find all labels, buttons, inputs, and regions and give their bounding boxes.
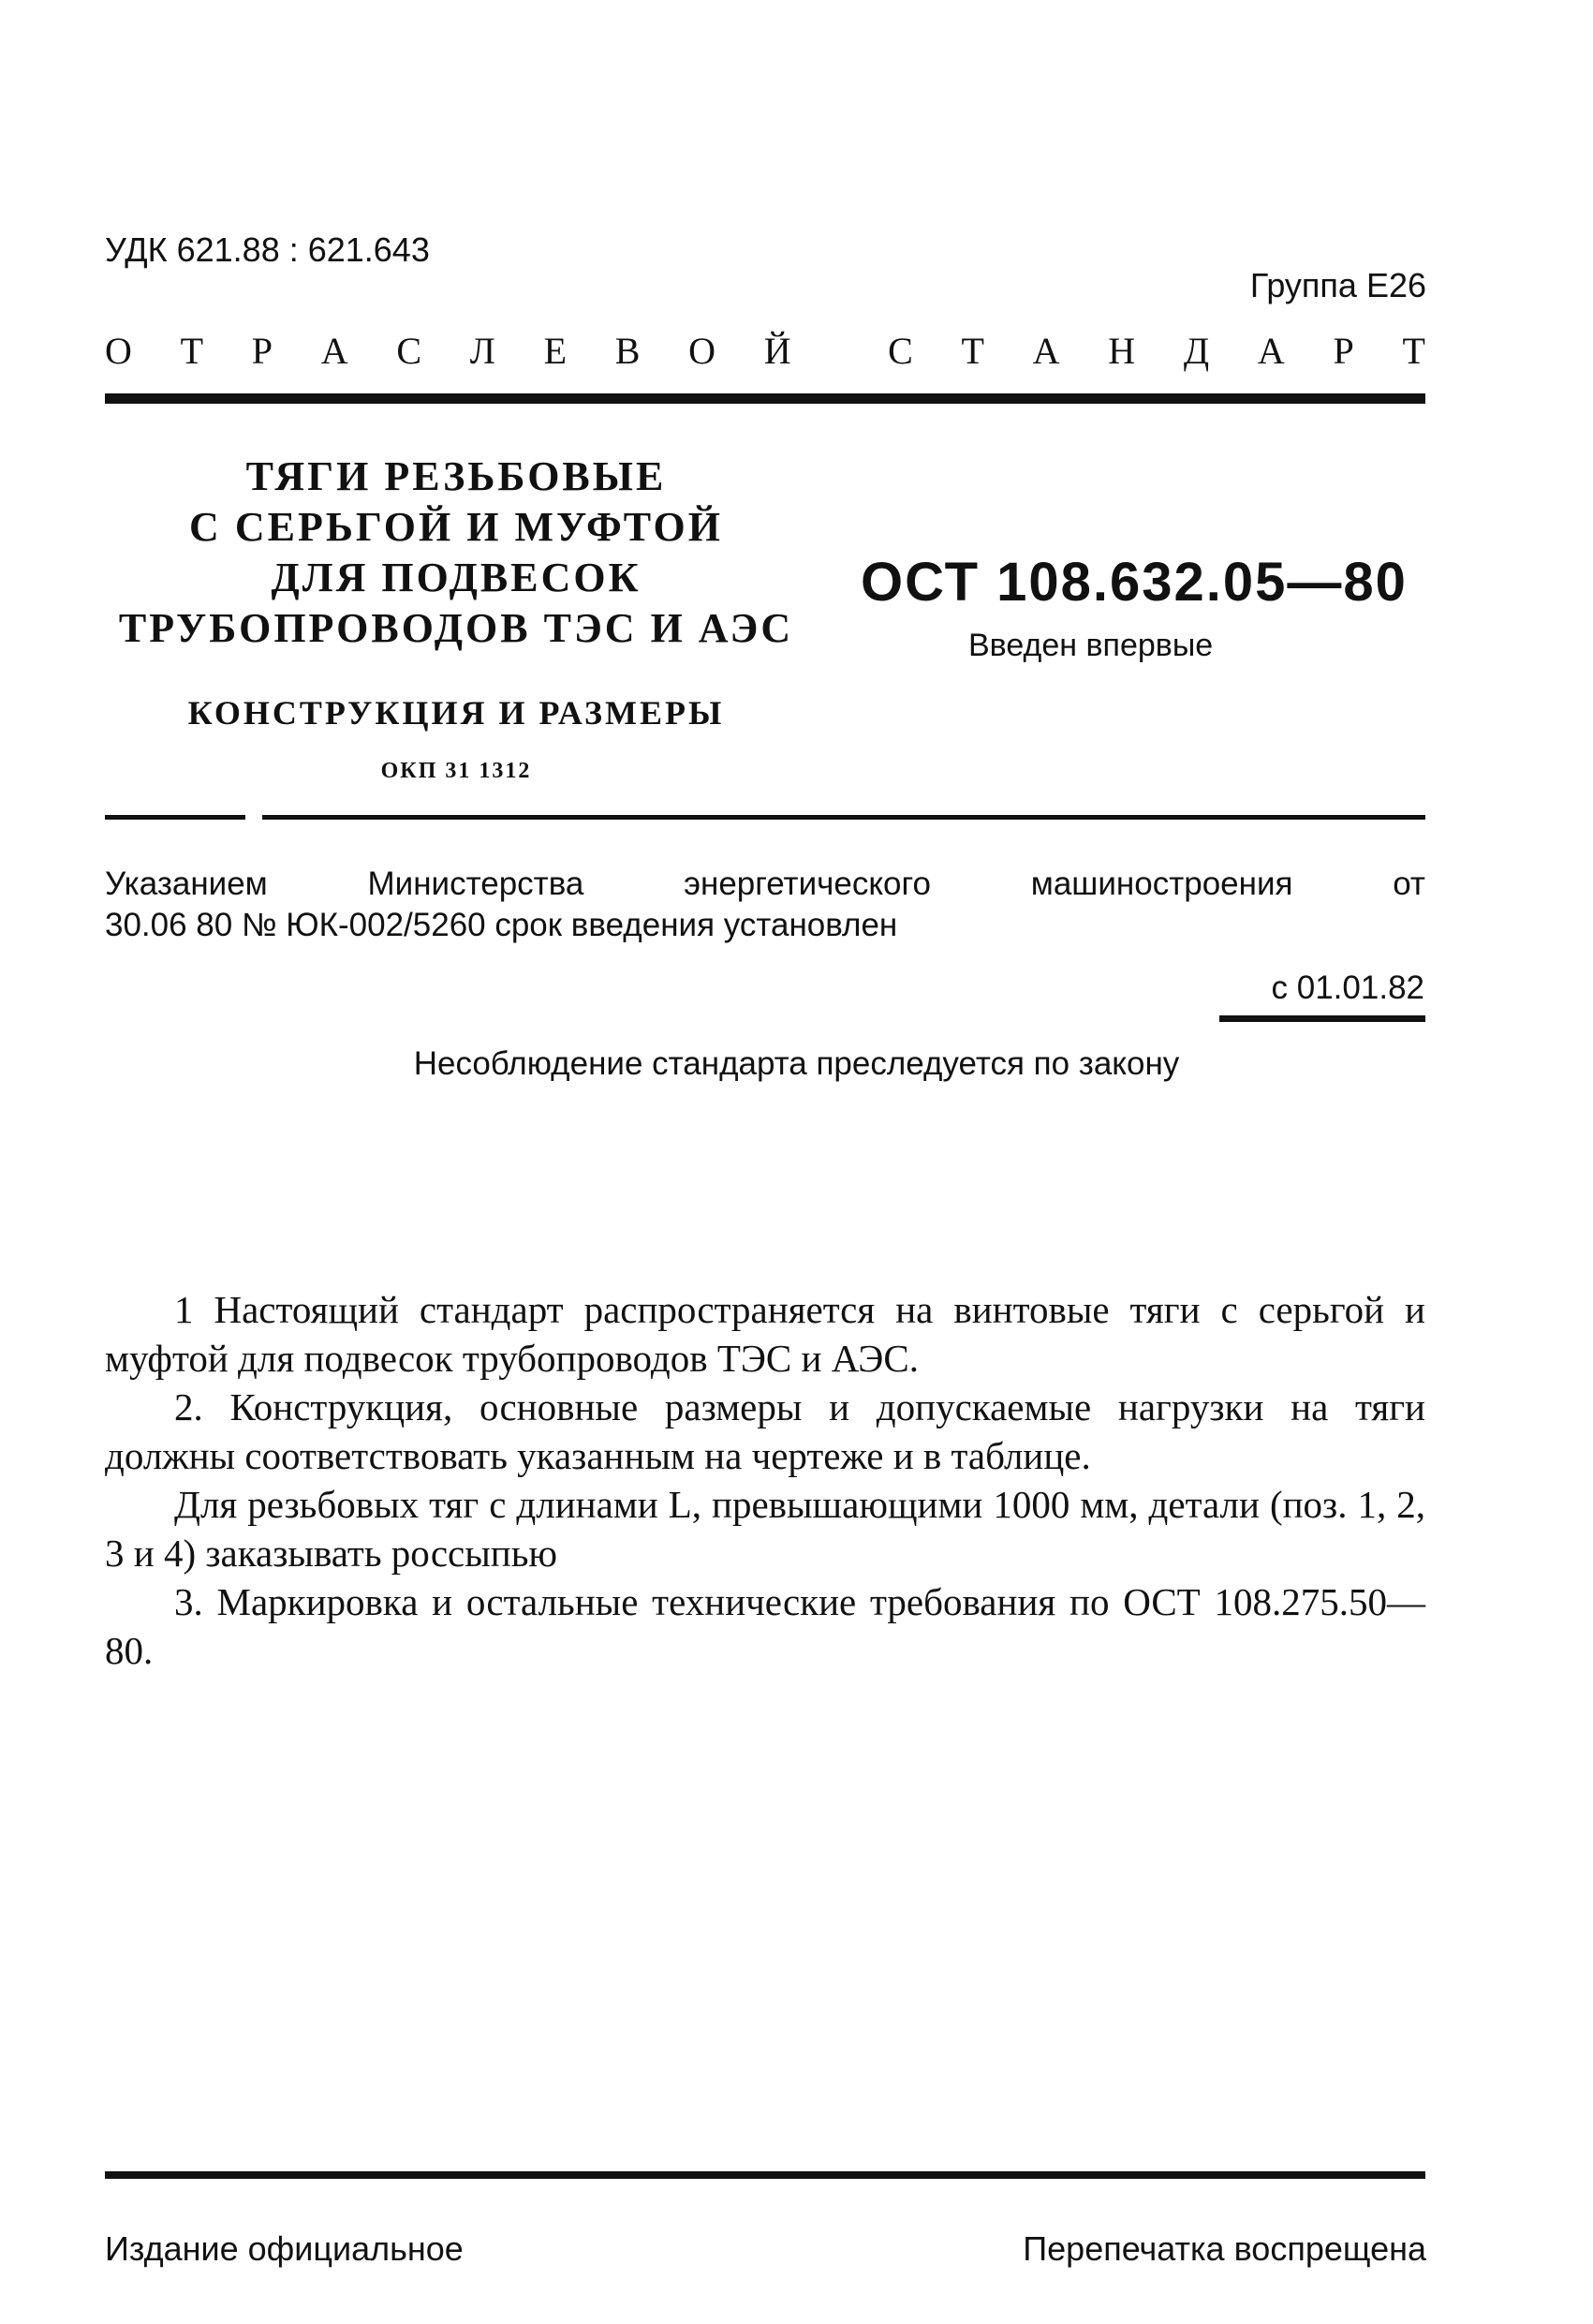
header-rule — [105, 393, 1425, 404]
title-line-2: С СЕРЬГОЙ И МУФТОЙ — [189, 504, 723, 550]
okp-code: ОКП 31 1312 — [380, 759, 532, 783]
header-letter: А — [320, 329, 348, 372]
header-letter: С — [396, 329, 422, 372]
decree-word: машиностроения — [1030, 866, 1293, 902]
paragraph-3: Для резьбовых тяг с длинами L, превышающими 1000 мм, детали (поз. 1, 2, 3 и 4) заказывать россыпью — [105, 1483, 1425, 1575]
header-letter: Т — [1402, 329, 1425, 372]
standard-type-header — [105, 328, 1425, 373]
udk-code: УДК 621.88 : 621.643 — [105, 230, 430, 269]
header-letter: Л — [469, 329, 495, 372]
title-line-4: ТРУБОПРОВОДОВ ТЭС И АЭС — [118, 605, 794, 651]
footer-official-edition: Издание официальное — [105, 2229, 464, 2268]
divider-long — [262, 815, 1425, 820]
header-letter: Д — [1183, 329, 1210, 372]
title-block — [105, 451, 807, 784]
decree-line-2: 30.06 80 № ЮК-002/5260 срок введения установлен — [105, 907, 898, 943]
group-code: Группа Е26 — [1249, 266, 1426, 304]
decree-word: энергетического — [684, 866, 931, 902]
header-letter: О — [688, 329, 716, 372]
law-notice: Несоблюдение стандарта преследуется по закону — [413, 1045, 1180, 1082]
divider-short — [105, 815, 245, 820]
header-letter: Й — [763, 329, 791, 372]
paragraph-4: 3. Маркировка и остальные технические требования по ОСТ 108.275.50—80. — [105, 1580, 1425, 1672]
header-letter: О — [105, 329, 132, 372]
header-letter: Н — [1108, 329, 1136, 372]
footer-reprint-notice: Перепечатка воспрещена — [1023, 2229, 1426, 2268]
header-letter: А — [1032, 329, 1060, 372]
effective-date: с 01.01.82 — [1271, 970, 1424, 1006]
decree-word: от — [1393, 866, 1425, 902]
effective-date-underline — [1219, 1015, 1425, 1022]
paragraph-1: 1 Настоящий стандарт распространяется на винтовые тяги с серьгой и муфтой для подвесок трубопроводов ТЭС и АЭС. — [105, 1288, 1425, 1380]
title-line-3: ДЛЯ ПОДВЕСОК — [271, 555, 642, 600]
decree-word: Министерства — [367, 866, 584, 902]
footer-rule — [105, 2171, 1425, 2179]
decree-text — [105, 864, 1425, 946]
paragraph-2: 2. Конструкция, основные размеры и допускаемые нагрузки на тяги должны соответствовать указанным на чертеже и в таблице. — [105, 1385, 1425, 1477]
ost-number: ОСТ 108.632.05—80 — [861, 552, 1408, 613]
header-letter: В — [614, 329, 641, 372]
title-subtitle: КОНСТРУКЦИЯ И РАЗМЕРЫ — [187, 694, 725, 732]
header-letter: Т — [180, 329, 204, 372]
decree-line-1 — [105, 864, 1425, 905]
header-letter: А — [1257, 329, 1285, 372]
header-letter: С — [888, 329, 913, 372]
title-line-1: ТЯГИ РЕЗЬБОВЫЕ — [245, 453, 667, 499]
header-letter: Р — [1333, 329, 1354, 372]
header-letter: Р — [251, 329, 273, 372]
header-letter: Т — [961, 329, 984, 372]
ost-intro-note: Введен впервые — [968, 628, 1214, 663]
header-letter: Е — [543, 329, 568, 372]
decree-word: Указанием — [105, 866, 268, 902]
body-text — [105, 1285, 1425, 1675]
